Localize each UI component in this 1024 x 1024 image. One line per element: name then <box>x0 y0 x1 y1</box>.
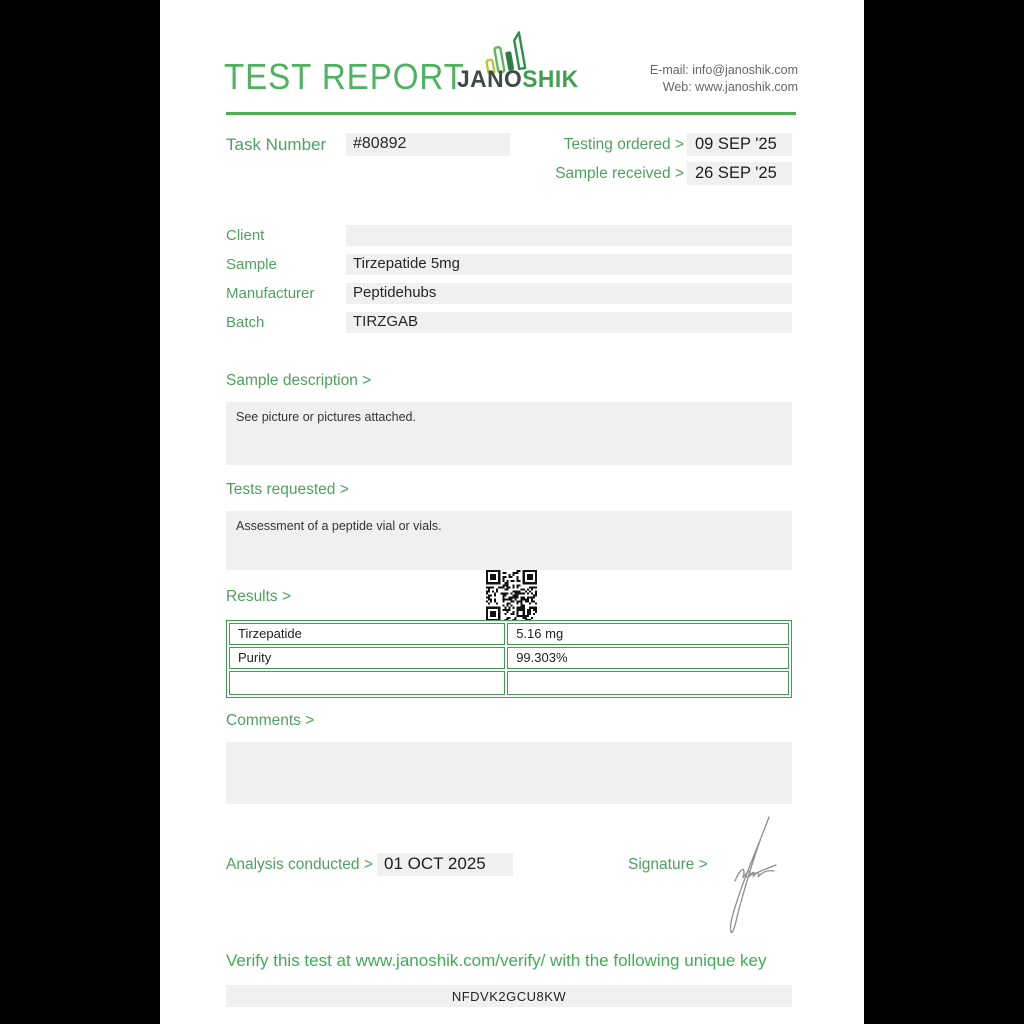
manufacturer-value: Peptidehubs <box>346 283 792 304</box>
logo-wordmark <box>457 66 579 94</box>
qr-code <box>486 570 537 621</box>
result-amount: 99.303% <box>507 647 789 669</box>
verify-key: NFDVK2GCU8KW <box>226 985 792 1007</box>
table-row <box>229 647 789 669</box>
tests-requested-heading: Tests requested > <box>226 481 349 498</box>
header-divider <box>226 112 796 115</box>
verify-instruction: Verify this test at www.janoshik.com/verify/ with the following unique key <box>226 951 767 970</box>
logo-shik: SHIK <box>522 66 579 93</box>
contact-email: E-mail: info@janoshik.com <box>649 63 798 77</box>
comments-heading: Comments > <box>226 712 315 729</box>
sample-received-value: 26 SEP '25 <box>687 162 792 185</box>
contact-block <box>558 62 798 96</box>
test-report-document <box>160 0 864 1024</box>
table-row <box>229 671 789 695</box>
result-analyte: Purity <box>229 647 505 669</box>
client-value <box>346 225 792 246</box>
sample-received-label: Sample received > <box>555 165 684 182</box>
logo-jano: JANO <box>457 66 523 93</box>
task-number-value: #80892 <box>346 133 510 156</box>
signature-label: Signature > <box>628 856 708 873</box>
testing-ordered-label: Testing ordered > <box>563 136 684 153</box>
analysis-conducted-label: Analysis conducted > <box>226 856 373 873</box>
sample-description-heading: Sample description > <box>226 372 372 389</box>
batch-label: Batch <box>226 314 265 331</box>
testing-ordered-value: 09 SEP '25 <box>687 133 792 156</box>
result-analyte <box>229 671 505 695</box>
analysis-conducted-value: 01 OCT 2025 <box>377 853 513 876</box>
sample-label: Sample <box>226 256 277 273</box>
contact-web: Web: www.janoshik.com <box>662 80 798 94</box>
manufacturer-label: Manufacturer <box>226 285 315 302</box>
sample-value: Tirzepatide 5mg <box>346 254 792 275</box>
comments-box <box>226 742 792 804</box>
task-number-label: Task Number <box>226 135 327 154</box>
table-row <box>229 623 789 645</box>
result-amount <box>507 671 789 695</box>
results-heading: Results > <box>226 588 292 605</box>
results-table <box>226 620 792 698</box>
batch-value: TIRZGAB <box>346 312 792 333</box>
page-title: TEST REPORT <box>224 56 465 97</box>
client-label: Client <box>226 227 265 244</box>
tests-requested-box: Assessment of a peptide vial or vials. <box>226 511 792 570</box>
signature <box>716 813 788 937</box>
result-amount: 5.16 mg <box>507 623 789 645</box>
sample-description-box: See picture or pictures attached. <box>226 402 792 465</box>
result-analyte: Tirzepatide <box>229 623 505 645</box>
